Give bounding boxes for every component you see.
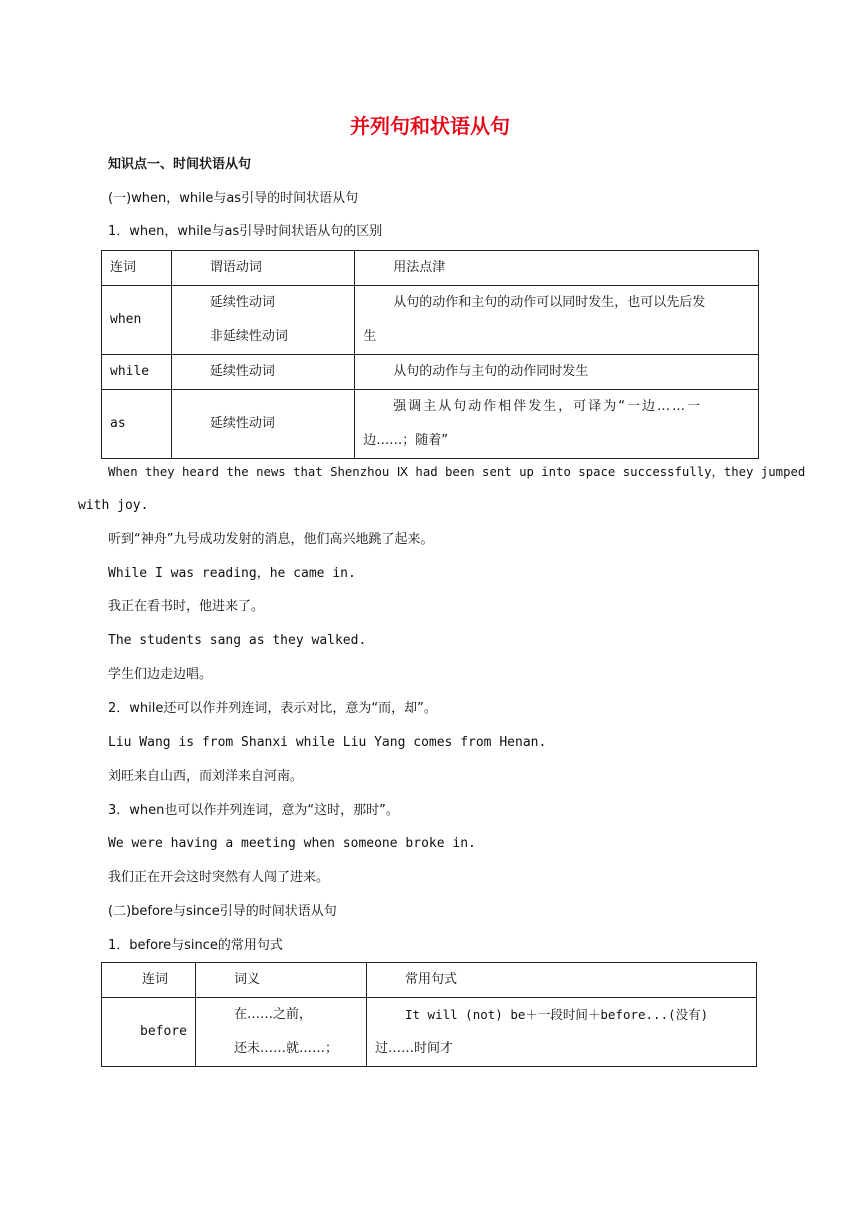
- usage-line: 强调主从句动作相伴发生，可译为“一边……一: [393, 399, 702, 414]
- table-header-row: [102, 963, 757, 998]
- table-cell-pattern: [366, 998, 756, 1067]
- table-row: [102, 390, 759, 459]
- table-header-row: [102, 251, 759, 286]
- document-title: 并列句和状语从句: [350, 114, 510, 138]
- verb-line: 非延续性动词: [209, 329, 288, 344]
- conjunction-table: [101, 250, 759, 459]
- table-header-cell: 用法点津: [355, 251, 759, 286]
- table-cell-conj: while: [102, 355, 172, 390]
- before-since-table: [101, 962, 757, 1067]
- usage-line: 边……；随着”: [363, 433, 448, 448]
- item-heading: 3．when也可以作并列连词，意为“这时，那时”。: [108, 803, 399, 818]
- example-cn: 我正在看书时，他进来了。: [108, 599, 265, 614]
- section-heading: 知识点一、时间状语从句: [108, 157, 252, 172]
- table-cell-usage: [355, 390, 759, 459]
- table-header-cell: 词义: [195, 963, 366, 998]
- pattern-line: It will (not) be＋一段时间＋before...(没有): [404, 1007, 709, 1022]
- usage-line: 从句的动作和主句的动作可以同时发生，也可以先后发: [393, 295, 706, 310]
- example-cn: 听到“神舟”九号成功发射的消息，他们高兴地跳了起来。: [108, 532, 434, 547]
- table-cell-conj: as: [102, 390, 172, 459]
- table-cell-verb: 延续性动词: [171, 355, 354, 390]
- table-cell-conj: when: [102, 286, 172, 355]
- table-header-cell: 连词: [102, 251, 172, 286]
- table-cell-usage: 从句的动作与主句的动作同时发生: [355, 355, 759, 390]
- item-heading: 1．when，while与as引导时间状语从句的区别: [108, 224, 383, 239]
- usage-line: 生: [363, 329, 377, 344]
- table-header-cell: 常用句式: [366, 963, 756, 998]
- table-row: [102, 355, 759, 390]
- example-en: The students sang as they walked.: [108, 633, 367, 648]
- example-cn: 学生们边走边唱。: [108, 667, 213, 682]
- meaning-line: 在……之前，: [233, 1007, 312, 1022]
- table-cell-meaning: [195, 998, 366, 1067]
- table-row: [102, 286, 759, 355]
- table-cell-verb: [171, 286, 354, 355]
- meaning-line: 还未……就……；: [233, 1041, 338, 1056]
- subsection-heading: (二)before与since引导的时间状语从句: [108, 904, 337, 919]
- verb-line: 延续性动词: [209, 295, 275, 310]
- example-en: While I was reading，he came in.: [108, 566, 356, 581]
- table-header-cell: 谓语动词: [171, 251, 354, 286]
- table-row: [102, 998, 757, 1067]
- example-en: When they heard the news that Shenzhou Ⅸ had been sent up into space successfully，they jumped: [108, 465, 806, 479]
- subsection-heading: (一)when，while与as引导的时间状语从句: [108, 191, 359, 206]
- example-en: Liu Wang is from Shanxi while Liu Yang comes from Henan.: [108, 735, 547, 750]
- table-cell-usage: [355, 286, 759, 355]
- example-cn: 我们正在开会这时突然有人闯了进来。: [108, 870, 330, 885]
- example-en: with joy.: [78, 498, 149, 513]
- table-header-cell: 连词: [102, 963, 196, 998]
- pattern-line: 过……时间才: [374, 1041, 453, 1056]
- table-cell-verb: 延续性动词: [171, 390, 354, 459]
- example-en: We were having a meeting when someone broke in.: [108, 836, 476, 851]
- item-heading: 1．before与since的常用句式: [108, 938, 283, 953]
- item-heading: 2．while还可以作并列连词，表示对比，意为“而，却”。: [108, 701, 437, 716]
- table-cell-conj: before: [102, 998, 196, 1067]
- example-cn: 刘旺来自山西，而刘洋来自河南。: [108, 769, 304, 784]
